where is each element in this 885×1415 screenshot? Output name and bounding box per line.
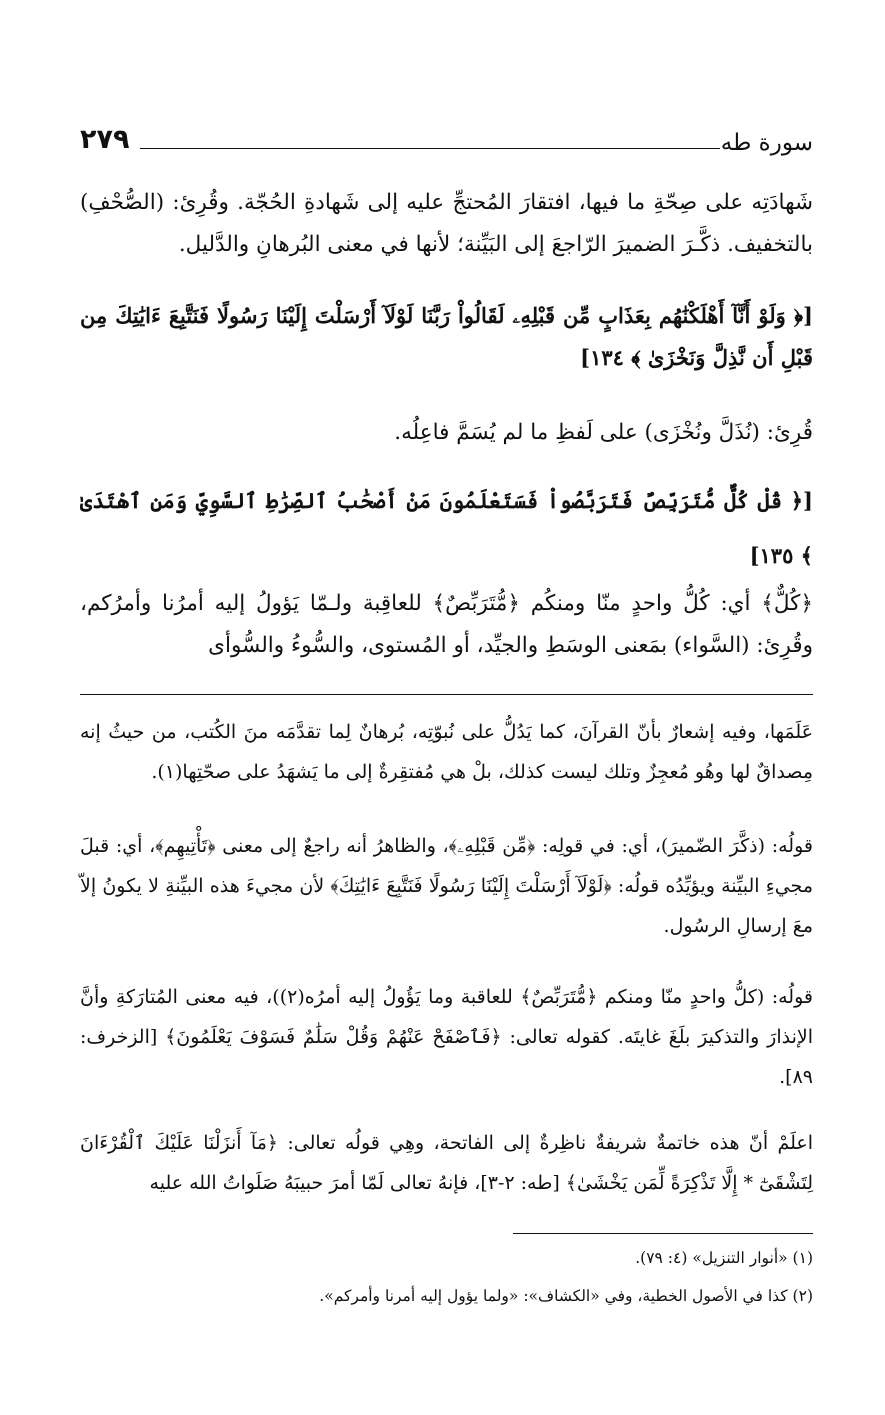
matn-paragraph-1: شَهادَتِه على صِحّةِ ما فيها، افتقارَ المُحتجِّ عليه إلى شَهادةِ الحُجّة. وقُرِئ: (الصُّحْفِ) بالتخفيف. ذكَّـرَ الضميرَ الرّاجعَ إلى البَيِّنة؛ لأنها في معنى البُرهانِ والدَّليل. (80, 190, 813, 257)
commentary-paragraph-1: عَلَمَها، وفيه إشعارٌ بأنّ القرآنَ، كما يَدُلُّ على نُبوّتِه، بُرهانٌ لِما تقدَّمَه منَ الكُتب، من حيثُ إنه مِصداقٌ لها وهُو مُعجِزٌ وتلك ليست كذلك، بلْ هي مُفتقِرةٌ إلى ما يَشهَدُ على صحّتِها(١). (80, 721, 813, 783)
book-page (80, 0, 813, 1415)
commentary-paragraph-3: قولُه: (كلُّ واحدٍ منّا ومنكم ﴿مُّتَرَبِّصٌ﴾ للعاقبة وما يَؤُولُ إليه أمرُه(٢))، فيه معنى المُتارَكةِ وأنَّ الإنذارَ والتذكيرَ بلَغَ غايتَه. كقوله تعالى: ﴿فَٱصْفَحْ عَنْهُمْ وَقُلْ سَلَٰمٌ فَسَوْفَ يَعْلَمُونَ﴾ [الزخرف: ٨٩]. (80, 986, 813, 1088)
matn-paragraph-3: ﴿كُلٌّ﴾ أي: كُلُّ واحدٍ منّا ومنكُم ﴿مُّتَرَبِّصٌ﴾ للعاقِبة ولـمّا يَؤولُ إليه أمرُنا وأمرُكم، وقُرِئ: (السَّواء) بمَعنى الوسَطِ والجيِّد، أو المُستوى، والسُّوءُ والسُّوأى (80, 591, 813, 658)
footnote-1: (١) «أنوار التنزيل» (٤: ٧٩). (635, 1249, 813, 1267)
matn-paragraph-2: قُرِئ: (نُذَلَّ ونُخْزَى) على لَفظِ ما لم يُسَمَّ فاعِلُه. (394, 420, 813, 445)
footnote-divider (513, 1233, 813, 1234)
commentary-paragraph-4: اعلَمْ أنّ هذه خاتمةٌ شريفةٌ ناظِرةٌ إلى الفاتحة، وهِي قولُه تعالى: ﴿مَآ أَنزَلْنَا عَلَيْكَ ٱلْقُرْءَانَ لِتَشْقَىٰٓ * إِلَّا تَذْكِرَةً لِّمَن يَخْشَىٰ﴾ [طه: ٢-٣]، فإنهُ تعالى لَمّا أمرَ حبيبَهُ صَلَواتُ الله عليه (80, 1132, 813, 1194)
footnote-2: (٢) كذا في الأصول الخطية، وفي «الكشاف»: «ولما يؤول إليه أمرنا وأمركم». (319, 1287, 813, 1305)
verse-134: [﴿ وَلَوْ أَنَّآ أَهْلَكْنَٰهُم بِعَذَابٍ مِّن قَبْلِهِۦ لَقَالُواْ رَبَّنَا لَوْلَآ أَرْسَلْتَ إِلَيْنَا رَسُولًا فَنَتَّبِعَ ءَايَٰتِكَ مِن قَبْلِ أَن نَّذِلَّ وَنَخْزَىٰ ﴾ ١٣٤] (80, 303, 813, 370)
running-head (80, 124, 813, 164)
header-rule (140, 148, 720, 149)
verse-135: [﴿ قُلْ كُلٌّ مُّتَرَبِّصٌ فَتَرَبَّصُواْ فَسَتَعْلَمُونَ مَنْ أَصْحَٰبُ ٱلصِّرَٰطِ ٱلسَّوِيِّ وَمَنِ ٱهْتَدَىٰ ﴾ ١٣٥] (80, 488, 813, 568)
surah-title: سورة طه (720, 130, 813, 156)
section-divider (80, 694, 813, 695)
page-number: ٢٧٩ (80, 124, 130, 155)
commentary-paragraph-2: قولُه: (ذكَّرَ الضّميرَ)، أي: في قولِه: ﴿مِّن قَبْلِهِۦ﴾، والظاهرُ أنه راجعٌ إلى معنى ﴿تَأْتِيهِم﴾، أي: قبلَ مجيءِ البيِّنة ويؤيِّدُه قولُه: ﴿لَوْلَآ أَرْسَلْتَ إِلَيْنَا رَسُولًا فَنَتَّبِعَ ءَايَٰتِكَ﴾ لأن مجيءَ هذه البيِّنةِ لا يكونُ إلاّ معَ إرسالِ الرسُول. (80, 835, 813, 937)
